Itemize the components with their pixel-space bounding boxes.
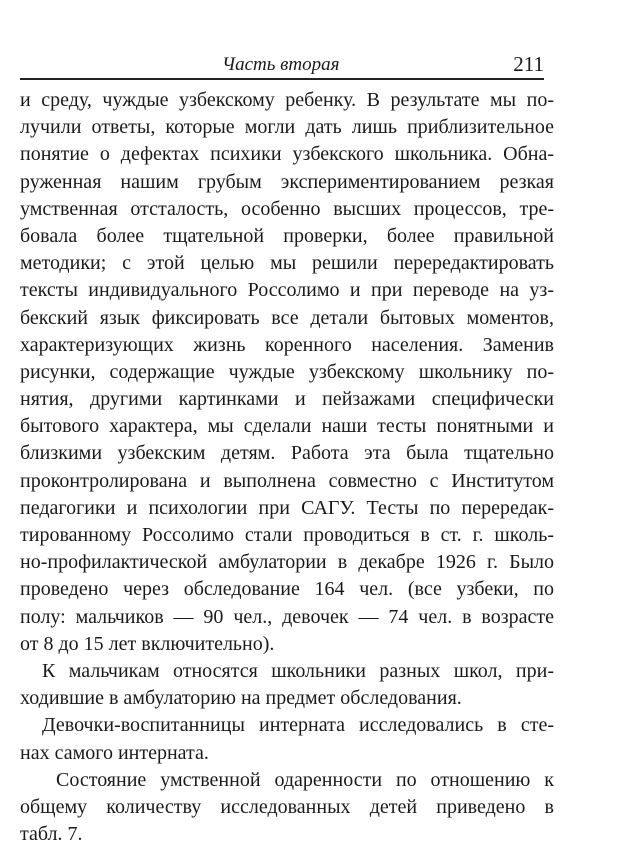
text-line: рисунки, содержащие чуждые узбекскому школьнику по- [20, 360, 554, 383]
text-line: К мальчикам относятся школьники разных школ, при- [42, 659, 554, 682]
page-number: 211 [513, 52, 544, 76]
text-line: проконтролирована и выполнена совместно с Институтом [20, 469, 554, 492]
text-line: бекский язык фиксировать все детали бытовых моментов, [20, 306, 554, 329]
text-line: ходившие в амбулаторию на предмет обследования. [20, 687, 462, 710]
text-line: общему количеству исследованных детей приведено в [20, 795, 554, 818]
text-line: бовала более тщательной проверки, более правильной [20, 224, 554, 247]
text-line: Девочки-воспитанницы интерната исследовались в сте- [42, 714, 554, 737]
text-line: лучили ответы, которые могли дать лишь приблизительное [20, 116, 554, 139]
text-line: полу: мальчиков — 90 чел., девочек — 74 чел. в возрасте [20, 605, 554, 628]
text-line: Состояние умственной одаренности по отношению к [56, 768, 554, 791]
text-line: табл. 7. [20, 823, 83, 846]
text-line: близкими узбекским детям. Работа эта была тщательно [20, 442, 554, 465]
text-line: от 8 до 15 лет включительно). [20, 632, 275, 655]
text-line: педагогики и психологии при САГУ. Тесты по перередак- [20, 496, 554, 519]
text-line: умственная отсталость, особенно высших процессов, тре- [20, 197, 554, 220]
text-line: и среду, чуждые узбекскому ребенку. В результате мы по- [20, 89, 554, 111]
body-text [20, 87, 554, 848]
text-line: но-профилактической амбулатории в декабре 1926 г. Было [20, 551, 554, 574]
text-line: характеризующих жизнь коренного населения. Заменив [20, 333, 554, 356]
text-line: методики; с этой целью мы решили перередактировать [20, 252, 554, 275]
running-header [20, 50, 544, 80]
text-line: проведено через обследование 164 чел. (все узбеки, по [20, 578, 554, 601]
text-line: нах самого интерната. [20, 741, 209, 764]
text-line: тированному Россолимо стали проводиться в ст. г. школь- [20, 524, 554, 546]
text-line: руженная нашим грубым экспериментированием резкая [20, 170, 554, 193]
text-line: понятие о дефектах психики узбекского школьника. Обна- [20, 143, 554, 166]
running-title: Часть вторая [222, 54, 340, 75]
text-line: бытового характера, мы сделали наши тесты понятными и [20, 415, 554, 438]
text-line: нятия, другими картинками и пейзажами специфически [20, 388, 554, 411]
text-line: тексты индивидуального Россолимо и при переводе на уз- [20, 279, 554, 302]
